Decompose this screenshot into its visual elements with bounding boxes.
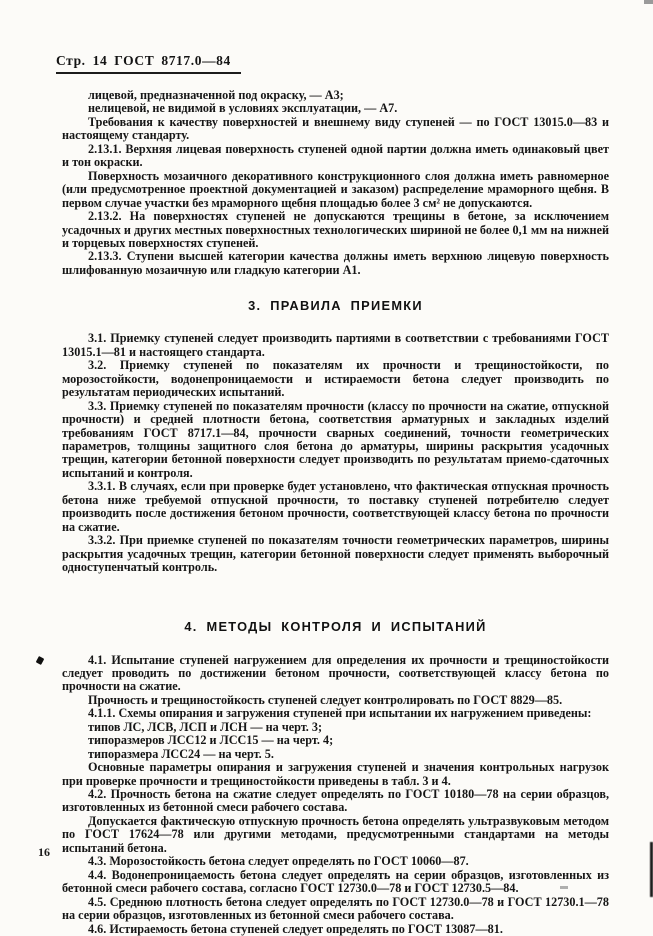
paragraph-3-2: 3.2. Приемку ступеней по показателям их прочности и трещиностойкости, по морозостойкости, водонепроницаемости и истираемости бетона следует производить по результатам периодических испытаний. [62, 358, 609, 400]
paragraph-4-3: 4.3. Морозостойкость бетона следует определять по ГОСТ 10060—87. [88, 854, 469, 869]
paragraph-main-parameters: Основные параметры опирания и загружения ступеней и значения контрольных нагрузок при проверке прочности и трещиностойкости приведены в табл. 3 и 4. [62, 760, 609, 788]
ink-speck [36, 656, 45, 665]
page-number: 16 [38, 845, 50, 859]
scan-dot-artifact [560, 886, 568, 889]
document-body [62, 89, 609, 936]
section-heading-control-methods: 4. МЕТОДЫ КОНТРОЛЯ И ИСПЫТАНИЙ [184, 618, 487, 634]
paragraph-4-1: 4.1. Испытание ступеней нагружением для определения их прочности и трещиностойкости следует проводить по достижении бетоном прочности, соответствующей классу бетона по прочности на сжатие. [62, 652, 609, 694]
paragraph-2-13-3: 2.13.3. Ступени высшей категории качества должны иметь верхнюю лицевую поверхность шлифованную мозаичную или гладкую категории А1. [62, 249, 609, 277]
paragraph-strength-control: Прочность и трещиностойкость ступеней следует контролировать по ГОСТ 8829—85. [88, 692, 563, 707]
paragraph-types-ls: типов ЛС, ЛСВ, ЛСП и ЛСН — на черт. 3; [88, 719, 323, 734]
paragraph-3-3-2: 3.3.2. При приемке ступеней по показателям точности геометрических параметров, ширины раскрытия усадочных трещин, категории бетонной поверхности следует применять выборочный одноступенчатый контроль. [62, 533, 609, 575]
paragraph-mosaic-layer: Поверхность мозаичного декоративного конструкционного слоя должна иметь равномерное (или предусмотренное проектной документацией и заказом) распределение мраморного щебня. В первом случае участки без мраморного щебня площадью более 3 см² не допускаются. [62, 168, 609, 210]
paragraph-nonfacing-a7: нелицевой, не видимой в условиях эксплуатации, — А7. [88, 101, 398, 116]
paragraph-2-13-2: 2.13.2. На поверхностях ступеней не допускаются трещины в бетоне, за исключением усадочных и других местных поверхностных технологических шириной не более 0,1 мм на нижней и торцевых поверхностях ступеней. [62, 209, 609, 250]
paragraph-4-1-1: 4.1.1. Схемы опирания и загружения ступеней при испытании их нагружением приведены: [88, 706, 592, 721]
paragraph-4-6: 4.6. Истираемость бетона ступеней следует определять по ГОСТ 13087—81. [88, 921, 503, 936]
paragraph-3-1: 3.1. Приемку ступеней следует производить партиями в соответствии с требованиями ГОСТ 13015.1—81 и настоящего стандарта. [62, 331, 609, 359]
paragraph-4-5: 4.5. Среднюю плотность бетона следует определять по ГОСТ 12730.0—78 и ГОСТ 12730.1—78 на серии образцов, изготовленных из бетонной смеси рабочего состава. [62, 894, 609, 923]
paragraph-4-4: 4.4. Водонепроницаемость бетона следует определять на серии образцов, изготовленных из бетонной смеси рабочего состава, согласно ГОСТ 12730.0—78 и ГОСТ 12730.5—84. [62, 867, 609, 896]
scan-corner-artifact [644, 0, 653, 4]
paragraph-3-3-1: 3.3.1. В случаях, если при проверке будет установлено, что фактическая отпускная прочность бетона ниже требуемой отпускной прочности, то поставку ступеней потребителю следует производить после достижения бетоном прочности, соответствующей классу бетона по прочности на сжатие. [62, 479, 609, 534]
section-heading-acceptance-rules: 3. ПРАВИЛА ПРИЕМКИ [248, 298, 423, 314]
paragraph-facing-a3: лицевой, предназначенной под окраску, — А3; [88, 88, 344, 102]
paragraph-surface-requirements: Требования к качеству поверхностей и внешнему виду ступеней — по ГОСТ 13015.0—83 и настоящему стандарту. [62, 114, 609, 143]
paragraph-types-lss24: типоразмера ЛСС24 — на черт. 5. [88, 746, 274, 761]
paragraph-ultrasonic: Допускается фактическую отпускную прочность бетона определять ультразвуковым методом по ГОСТ 17624—78 или другими методами, предусмотренными стандартами на методы испытаний бетона. [62, 813, 609, 855]
paragraph-2-13-1: 2.13.1. Верхняя лицевая поверхность ступеней одной партии должна иметь одинаковый цвет и тон окраски. [62, 141, 609, 170]
paragraph-types-lss12: типоразмеров ЛСС12 и ЛСС15 — на черт. 4; [88, 733, 334, 748]
page-header: Стр. 14 ГОСТ 8717.0—84 [56, 53, 241, 74]
paragraph-4-2: 4.2. Прочность бетона на сжатие следует определять по ГОСТ 10180—78 на серии образцов, изготовленных из бетонной смеси рабочего состава. [62, 787, 609, 815]
paragraph-3-3: 3.3. Приемку ступеней по показателям прочности (классу по прочности на сжатие, отпускной прочности) и средней плотности бетона, соответствия арматурных и закладных изделий требованиям ГОСТ 8717.1—84, прочности сварных соединений, точности геометрических параметров, толщины защитного слоя бетона до арматуры, ширины раскрытия усадочных трещин, категории бетонной поверхности следует производить по результатам приемо-сдаточных испытаний и контроля. [62, 398, 609, 480]
